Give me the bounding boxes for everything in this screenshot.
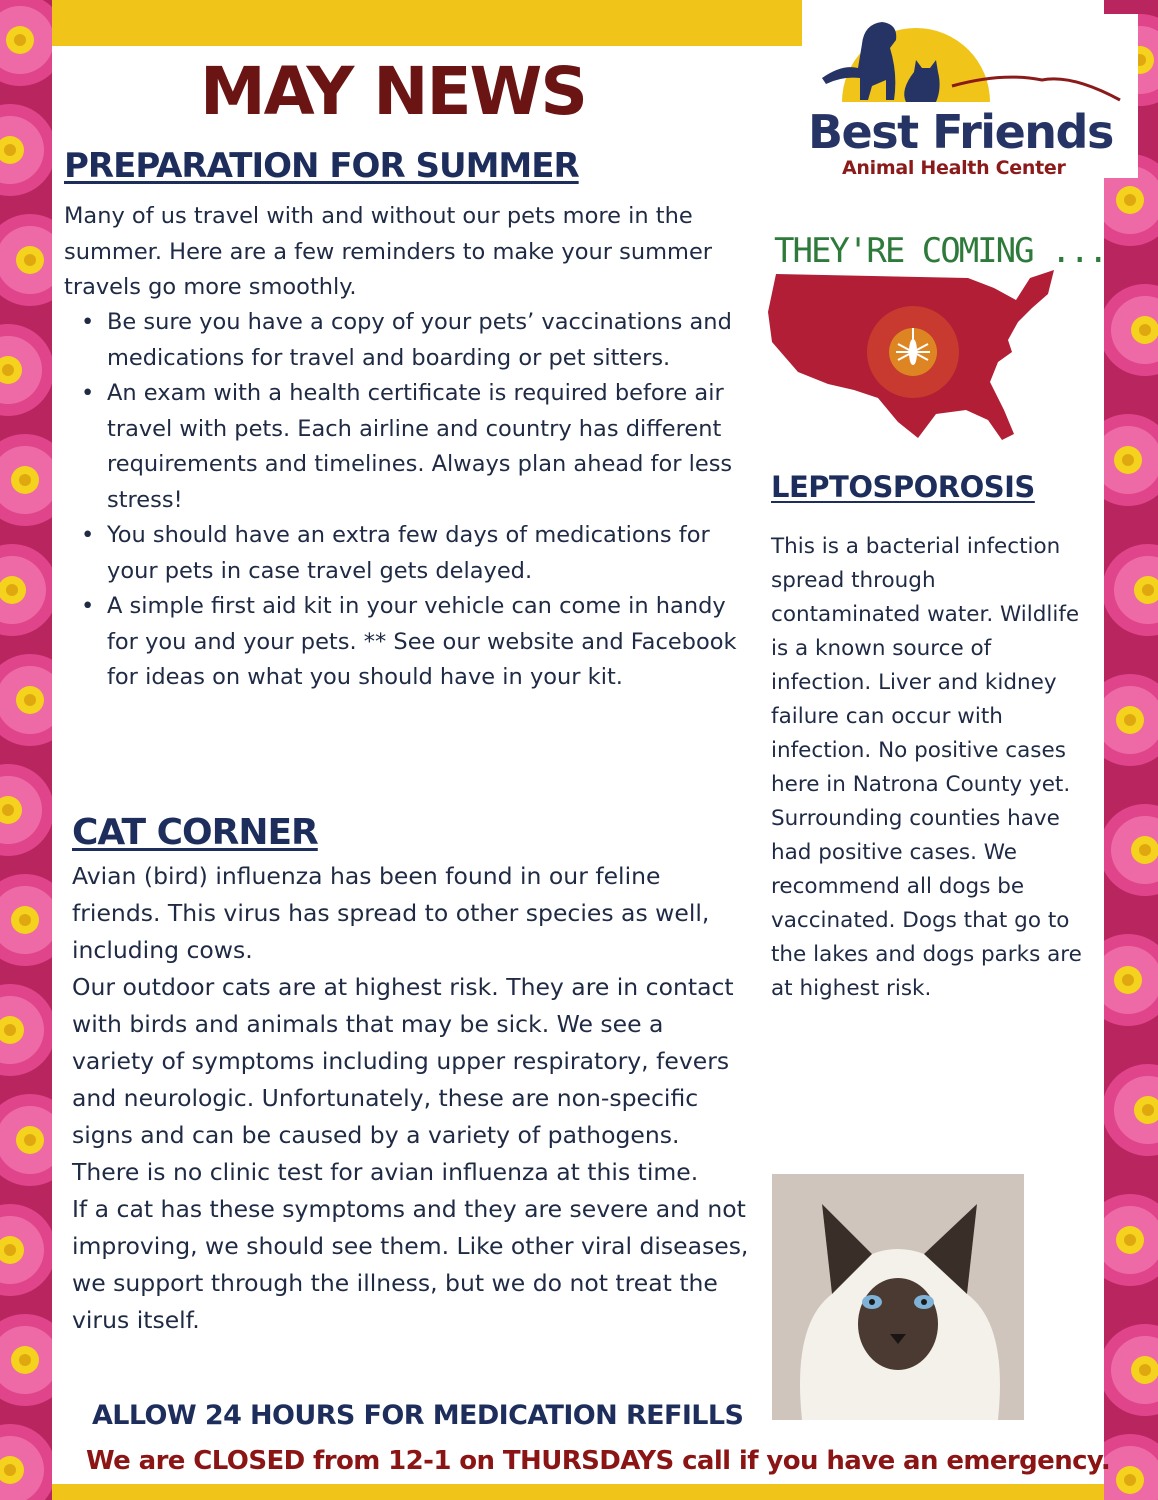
page-title: MAY NEWS [200, 53, 586, 130]
graphic-caption: THEY'RE COMING ... [774, 231, 1107, 271]
bullet-text: A simple first aid kit in your vehicle can come in handy for you and your pets. ** See our website and Facebook for ideas on what you should have in your kit. [107, 593, 737, 690]
preparation-bullet-list [64, 305, 744, 696]
cat-corner-heading: CAT CORNER [72, 812, 318, 853]
closed-notice: We are CLOSED from 12-1 on THURSDAYS call if you have an emergency. [86, 1446, 1111, 1476]
clinic-logo [802, 14, 1138, 178]
list-item: • An exam with a health certificate is required before air travel with pets. Each airline and country has different requirements and timelines. Always plan ahead for less stress! [81, 380, 733, 513]
cat-corner-paragraph: Avian (bird) influenza has been found in our feline friends. This virus has spread to other species as well, including cows. [72, 862, 710, 964]
preparation-intro: Many of us travel with and without our pets more in the summer. Here are a few reminders to make your summer travels go more smoothly. [64, 203, 713, 300]
preparation-heading: PREPARATION FOR SUMMER [64, 146, 579, 186]
list-item: • A simple first aid kit in your vehicle can come in handy for you and your pets. ** See our website and Facebook for ideas on what you should have in your kit. [81, 593, 737, 690]
lepto-text: This is a bacterial infection spread through contaminated water. Wildlife is a known source of infection. Liver and kidney failure can occur with infection. No positive cases here in Natrona County yet. Surrounding counties have had positive cases. We recommend all dogs be vaccinated. Dogs that go to the lakes and dogs parks are at highest risk. [771, 534, 1082, 1001]
us-map-graphic [768, 212, 1107, 452]
bullet-text: An exam with a health certificate is required before air travel with pets. Each airline and country has different requirements and timelines. Always plan ahead for less stress! [107, 380, 733, 513]
mosquito-warning-graphic [768, 212, 1107, 452]
list-item: • You should have an extra few days of medications for your pets in case travel gets delayed. [81, 522, 710, 584]
bullet-text: You should have an extra few days of medications for your pets in case travel gets delayed. [107, 522, 710, 584]
list-item: • Be sure you have a copy of your pets’ vaccinations and medications for travel and boarding or pet sitters. [81, 309, 732, 371]
bullet-text: Be sure you have a copy of your pets’ vaccinations and medications for travel and boarding or pet sitters. [107, 309, 732, 371]
cat-corner-paragraph: If a cat has these symptoms and they are severe and not improving, we should see them. Like other viral diseases, we support through the illness, but we do not treat the virus itself. [72, 1195, 749, 1334]
cat-corner-paragraph: Our outdoor cats are at highest risk. They are in contact with birds and animals that may be sick. We see a variety of symptoms including upper respiratory, fevers and neurologic. Unfortunately, these are non-specific signs and can be caused by a variety of pathogens. There is no clinic test for avian influenza at this time. [72, 973, 734, 1186]
lepto-heading: LEPTOSPOROSIS [771, 470, 1035, 504]
bottom-accent-bar [52, 1484, 1104, 1500]
refills-notice: ALLOW 24 HOURS FOR MEDICATION REFILLS [92, 1400, 744, 1431]
cat-corner-text [72, 858, 752, 1339]
logo-subtitle: Animal Health Center [842, 157, 1066, 179]
logo-graphic [802, 14, 1138, 178]
logo-name: Best Friends [808, 105, 1113, 159]
top-accent-bar [52, 0, 802, 46]
cat-photo [772, 1174, 1024, 1420]
